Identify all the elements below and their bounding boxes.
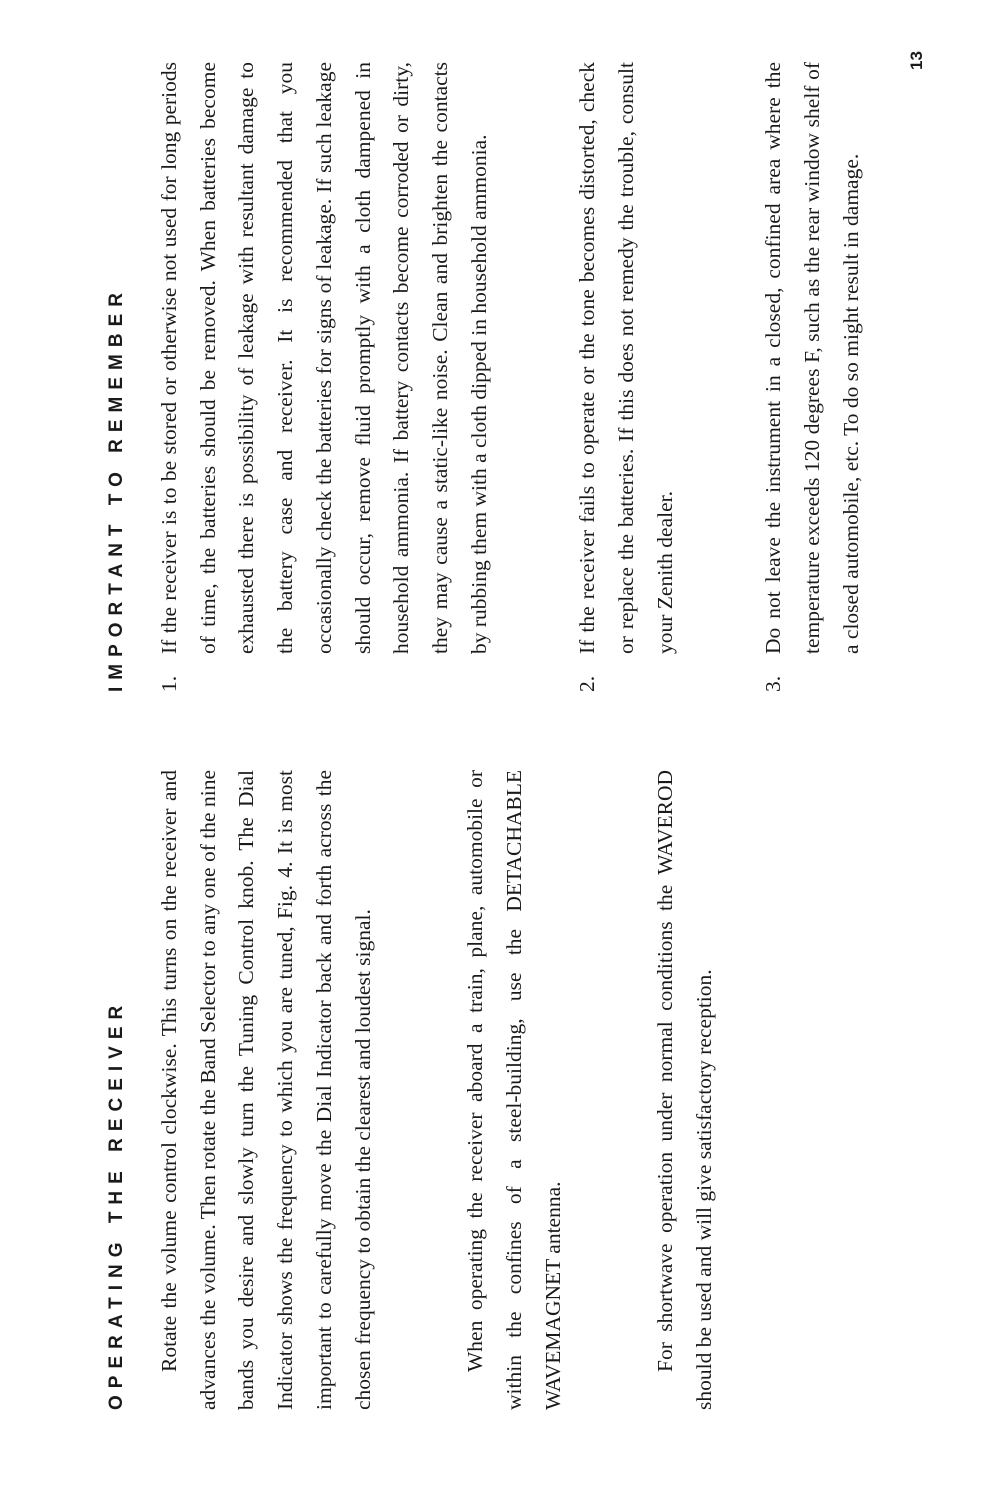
remember-item-1-text: If the receiver is to be stored or otherwise not used for long periods of time, the batteries should be removed. When batteries become exhausted there is possibility of leakage with resultant damage to the battery case and receiver. It is recommended that you occasionally check the batteries for signs of leakage. If such leakage should occur, remove fluid promptly with a cloth dampened in household ammonia. If battery contacts become corroded or dirty, they may cause a static-like noise. Clean and brighten the contacts by rubbing them with a cloth dipped in household ammonia. bbox=[157, 62, 491, 654]
remember-item-3-text: Do not leave the instrument in a closed, confined area where the temperature exceeds 120 degrees F, such as the rear window shelf of a closed automobile, etc. To do so might result in damage. bbox=[761, 62, 863, 654]
remember-item-2-number: 2. bbox=[575, 675, 600, 692]
operating-paragraph-2: When operating the receiver aboard a train, plane, automobile or within the confines of a steel-building, use the DETACHABLE WAVEMAGNET antenna. bbox=[463, 770, 565, 1410]
page-number: 13 bbox=[907, 51, 926, 70]
operating-paragraph-1: Rotate the volume control clockwise. This turns on the receiver and advances the volume. Then rotate the Band Selector to any one of the nine bands you desire and slowly turn the Tuning Control knob. The Dial Indicator shows the frequency to which you are tuned, Fig. 4. It is most important to carefully move the Dial Indicator back and forth across the chosen frequency to obtain the clearest and loudest signal. bbox=[157, 770, 375, 1410]
remember-item-2 bbox=[568, 62, 684, 692]
operating-paragraph-3: For shortwave operation under normal conditions the WAVEROD should be used and will give satisfactory reception. bbox=[653, 770, 717, 1410]
operating-section bbox=[106, 770, 724, 1410]
remember-heading: IMPORTANT TO REMEMBER bbox=[106, 286, 127, 692]
remember-item-1-number: 1. bbox=[157, 675, 181, 692]
remember-item-2-text: If the receiver fails to operate or the tone becomes distorted, check or replace the batteries. If this does not remedy the trouble, consult your Zenith dealer. bbox=[575, 62, 677, 654]
remember-item-1 bbox=[150, 62, 498, 692]
remember-item-3-number: 3. bbox=[761, 675, 786, 692]
operating-heading: OPERATING THE RECEIVER bbox=[106, 998, 127, 1410]
remember-section bbox=[106, 62, 871, 692]
remember-item-3 bbox=[754, 62, 870, 692]
